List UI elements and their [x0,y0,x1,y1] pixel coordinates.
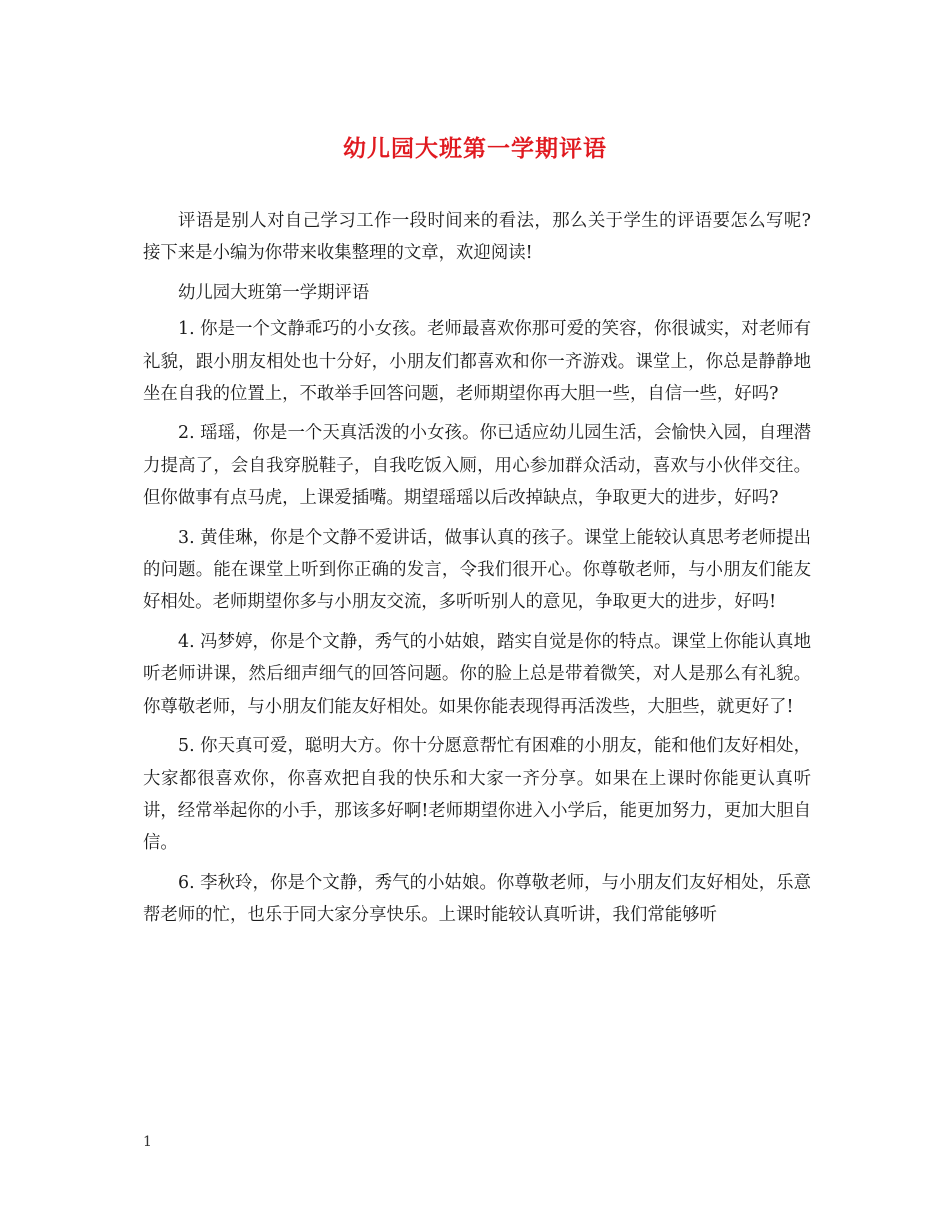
comment-paragraph-4: 4. 冯梦婷，你是个文静，秀气的小姑娘，踏实自觉是你的特点。课堂上你能认真地听老师讲课，然后细声细气的回答问题。你的脸上总是带着微笑，对人是那么有礼貌。你尊敬老师，与小朋友们能友好相处。如果你能表现得再活泼些，大胆些，就更好了! [143,631,811,717]
intro-paragraph: 评语是别人对自己学习工作一段时间来的看法，那么关于学生的评语要怎么写呢?接下来是小编为你带来收集整理的文章，欢迎阅读! [143,211,811,264]
comment-paragraph-2: 2. 瑶瑶，你是一个天真活泼的小女孩。你已适应幼儿园生活，会愉快入园，自理潜力提高了，会自我穿脱鞋子，自我吃饭入厕，用心参加群众活动，喜欢与小伙伴交往。但你做事有点马虎，上课爱插嘴。期望瑶瑶以后改掉缺点，争取更大的进步，好吗? [143,423,811,509]
document-body [143,205,811,939]
comment-paragraph-5: 5. 你天真可爱，聪明大方。你十分愿意帮忙有困难的小朋友，能和他们友好相处，大家都很喜欢你，你喜欢把自我的快乐和大家一齐分享。如果在上课时你能更认真听讲，经常举起你的小手，那该多好啊!老师期望你进入小学后，能更加努力，更加大胆自信。 [143,736,811,854]
section-heading: 幼儿园大班第一学期评语 [178,282,370,303]
comment-paragraph-3: 3. 黄佳琳，你是个文静不爱讲话，做事认真的孩子。课堂上能较认真思考老师提出的问题。能在课堂上听到你正确的发言，令我们很开心。你尊敬老师，与小朋友们能友好相处。老师期望你多与小朋友交流，多听听别人的意见，争取更大的进步，好吗! [143,527,811,613]
comment-paragraph-1: 1. 你是一个文静乖巧的小女孩。老师最喜欢你那可爱的笑容，你很诚实，对老师有礼貌，跟小朋友相处也十分好，小朋友们都喜欢和你一齐游戏。课堂上，你总是静静地坐在自我的位置上，不敢举手回答问题，老师期望你再大胆一些，自信一些，好吗? [143,319,811,405]
page-number: 1 [143,1134,152,1150]
comment-paragraph-6: 6. 李秋玲，你是个文静，秀气的小姑娘。你尊敬老师，与小朋友们友好相处，乐意帮老师的忙，也乐于同大家分享快乐。上课时能较认真听讲，我们常能够听 [143,872,811,926]
page-title: 幼儿园大班第一学期评语 [343,135,607,162]
